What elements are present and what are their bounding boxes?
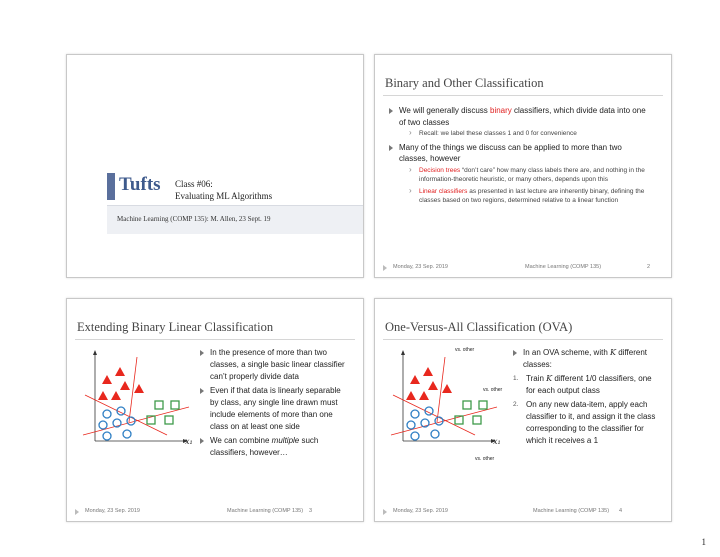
page-number: 1	[701, 537, 706, 547]
square-points	[455, 401, 487, 424]
ova-scatter-plot	[385, 347, 503, 457]
title-rule	[75, 339, 355, 340]
triangle-point	[406, 391, 416, 400]
bullet: We can combine multiple such classifiers, however…	[200, 435, 350, 459]
triangle-point	[428, 381, 438, 390]
page-number: 2	[647, 264, 651, 270]
footer-course: Machine Learning (COMP 135)	[227, 508, 304, 514]
slide-title: Extending Binary Linear Classification	[77, 320, 274, 334]
footer-course: Machine Learning (COMP 135)	[525, 264, 602, 270]
circle-point	[411, 432, 419, 440]
footer-date: Monday, 23 Sep. 2019	[85, 508, 140, 514]
square-point	[463, 401, 471, 409]
circle-point	[435, 417, 443, 425]
bullet: Even if that data is linearly separable by class, any single line drawn must include elements of more than one class on at least one side	[200, 385, 350, 433]
triangle-point	[115, 367, 125, 376]
slide-footer	[375, 503, 671, 521]
circle-point	[103, 432, 111, 440]
triangle-point	[120, 381, 130, 390]
class-title: Evaluating ML Algorithms	[175, 191, 273, 201]
slide-3	[66, 298, 364, 522]
slide-title: Binary and Other Classification	[385, 76, 544, 90]
x1-axis-label: x₁	[185, 437, 193, 446]
sub-bullet: › Decision trees “don’t care” how many class labels there are, and nothing in the information-theoretic heuristic, or many others, depends upon this	[409, 166, 649, 185]
square-point	[473, 416, 481, 424]
numbered-item: 1. Train K different 1/0 classifiers, one for each output class	[513, 374, 652, 395]
slide-4	[374, 298, 672, 522]
circle-point	[127, 417, 135, 425]
square-point	[171, 401, 179, 409]
divider-line	[437, 357, 445, 422]
course-line: Machine Learning (COMP 135): M. Allen, 23 Sept. 19	[117, 215, 271, 223]
circle-point	[431, 430, 439, 438]
slide-footer	[375, 259, 671, 277]
divider-line	[129, 357, 137, 422]
title-rule	[383, 95, 663, 96]
triangle-points	[406, 367, 452, 400]
footer-arrow-icon	[383, 265, 387, 271]
square-point	[479, 401, 487, 409]
binary-term: binary	[490, 106, 512, 115]
vs-other-label: vs. other	[475, 456, 495, 462]
bullet: In the presence of more than two classes, a single basic linear classifier can’t properly divide data	[200, 347, 350, 383]
circle-points	[407, 407, 443, 440]
square-point	[155, 401, 163, 409]
slide-1	[66, 54, 364, 278]
triangle-point	[419, 391, 429, 400]
triangle-point	[410, 375, 420, 384]
page-number: 4	[619, 508, 623, 514]
sub-bullet: › Linear classifiers as presented in last lecture are inherently binary, defining the classes based on two regions, determined relative to a linear function	[409, 187, 649, 206]
square-point	[165, 416, 173, 424]
circle-point	[99, 421, 107, 429]
slide-body	[513, 347, 661, 449]
slide-footer	[67, 503, 363, 521]
tufts-logo: Tufts	[119, 174, 161, 195]
circle-point	[407, 421, 415, 429]
scatter-plot	[77, 347, 192, 457]
bullet: In an OVA scheme, with K different classes:	[513, 347, 661, 371]
triangle-point	[111, 391, 121, 400]
slide-body	[389, 105, 649, 209]
triangle-point	[423, 367, 433, 376]
triangle-points	[98, 367, 144, 400]
vs-other-label: vs. other	[483, 387, 503, 393]
sub-bullet: › Recall: we label these classes 1 and 0 for convenience	[409, 129, 649, 139]
logo-bar	[107, 173, 115, 200]
slide-body	[200, 347, 350, 461]
class-number: Class #06:	[175, 179, 213, 189]
slide-title: One-Versus-All Classification (OVA)	[385, 320, 573, 334]
vs-other-label: vs. other	[455, 347, 475, 353]
footer-arrow-icon	[75, 509, 79, 515]
bullet: Many of the things we discuss can be applied to more than two classes, however › Decision trees “don’t care” how many class labels there are, and nothing in the information-theoretic heuristic, or many others, depends upon this › Linear classifiers as presented in last lecture are inherently binary, defining the classes based on two regions, determined relative to a linear function	[389, 142, 649, 206]
circle-point	[103, 410, 111, 418]
numbered-item: 2. On any new data-item, apply each classifier to it, and assign it the class corresponding to the classifier for which it receives a 1	[513, 400, 656, 445]
triangle-point	[442, 384, 452, 393]
bullet: We will generally discuss binary classifiers, which divide data into one of two classes › Recall: we label these classes 1 and 0 for convenience	[389, 105, 649, 139]
triangle-point	[134, 384, 144, 393]
triangle-point	[102, 375, 112, 384]
slide-2	[374, 54, 672, 278]
page-number: 3	[309, 508, 313, 514]
triangle-point	[98, 391, 108, 400]
y-axis-arrow-icon	[93, 350, 97, 355]
circle-point	[123, 430, 131, 438]
title-rule	[383, 339, 663, 340]
footer-arrow-icon	[383, 509, 387, 515]
footer-date: Monday, 23 Sep. 2019	[393, 508, 448, 514]
footer-course: Machine Learning (COMP 135)	[533, 508, 610, 514]
square-points	[147, 401, 179, 424]
circle-point	[411, 410, 419, 418]
y-axis-arrow-icon	[401, 350, 405, 355]
footer-date: Monday, 23 Sep. 2019	[393, 264, 448, 270]
x1-axis-label: x₁	[493, 437, 501, 446]
circle-points	[99, 407, 135, 440]
